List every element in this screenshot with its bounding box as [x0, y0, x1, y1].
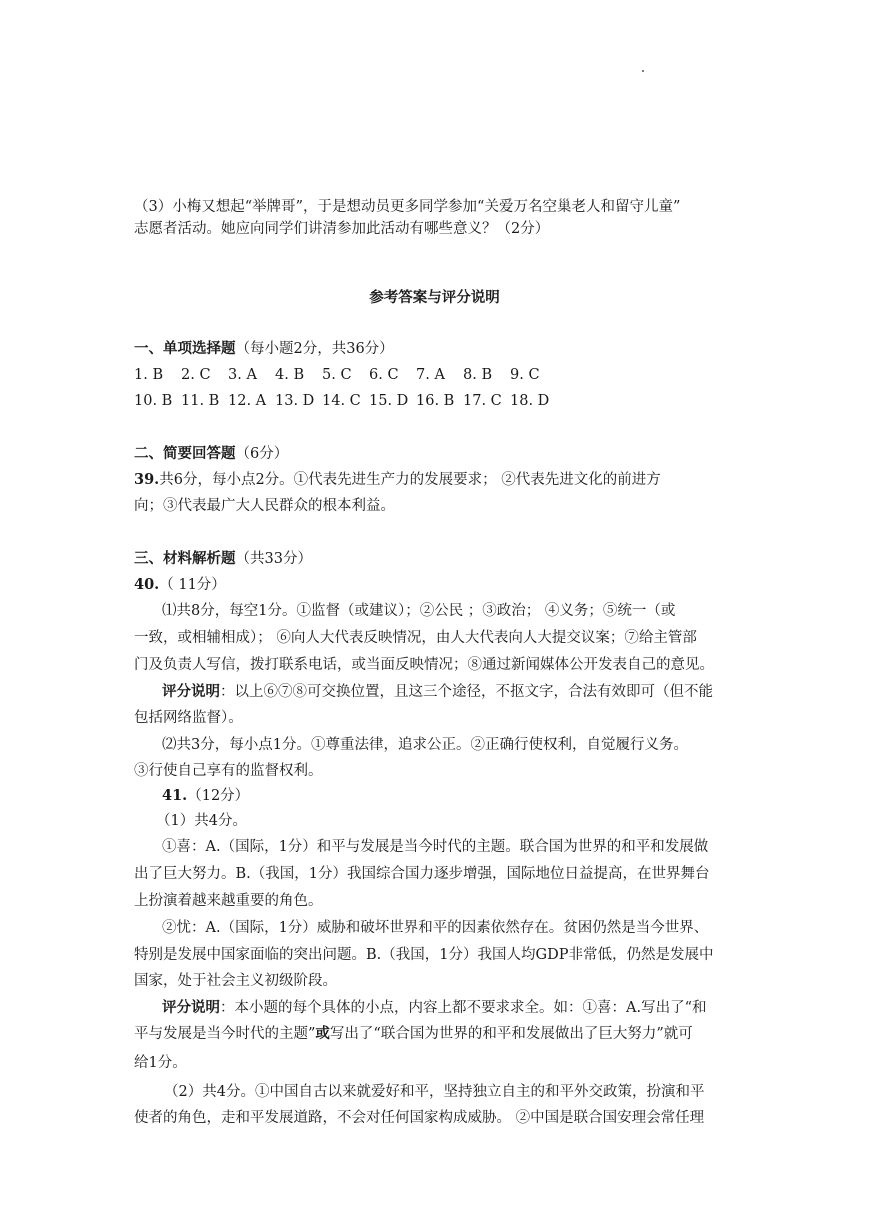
answer-cell: 8. B	[463, 367, 493, 383]
section1-heading: 一、单项选择题	[134, 340, 236, 357]
section2-heading: 二、简要回答题	[134, 445, 236, 462]
q41-part2-line1: （2）共4分。①中国自古以来就爱好和平，坚持独立自主的和平外交政策，扮演和平	[164, 1084, 705, 1100]
q40-part1-line3: 门及负责人写信，拨打联系电话，或当面反映情况；⑧通过新闻媒体公开发表自己的意见。	[134, 657, 714, 673]
section2-heading-line	[134, 443, 288, 465]
section1-answers-row1	[134, 364, 557, 386]
q41-eval-line3: 给1分。	[134, 1055, 187, 1071]
answer-cell: 12. A	[228, 393, 267, 409]
q41-joy-line2: 出了巨大努力。B.（我国，1分）我国综合国力逐步增强，国际地位日益提高，在世界舞台	[134, 866, 710, 882]
question3-line2: 志愿者活动。她应向同学们讲清参加此活动有哪些意义？（2分）	[134, 221, 550, 237]
answer-cell: 11. B	[181, 393, 220, 409]
page-mark	[642, 70, 644, 72]
q41-part2-line2: 使者的角色，走和平发展道路，不会对任何国家构成威胁。 ②中国是联合国安理会常任理	[134, 1110, 705, 1126]
answer-cell: 18. D	[510, 393, 550, 409]
q40-eval-line2: 包括网络监督）。	[134, 710, 243, 726]
answer-cell: 1. B	[134, 367, 164, 383]
section1-answers-row2	[134, 390, 557, 412]
answer-cell: 6. C	[369, 367, 399, 383]
q41-eval-label: 评分说明	[162, 999, 220, 1016]
q41-eval-or: 或	[315, 1025, 330, 1042]
answer-cell: 2. C	[181, 367, 211, 383]
answer-cell: 7. A	[416, 367, 445, 383]
answer-cell: 3. A	[228, 367, 257, 383]
q40-header	[134, 574, 226, 596]
q40-eval-label: 评分说明	[162, 683, 220, 700]
q40-part2-line1: ⑵共3分，每小点1分。①尊重法律，追求公正。②正确行使权利，自觉履行义务。	[162, 737, 688, 753]
q41-eval-line2	[134, 1023, 693, 1045]
q40-part1-line2: 一致，或相辅相成）； ⑥向人大代表反映情况，由人大代表向人大提交议案；⑦给主管部	[134, 630, 697, 646]
q41-eval-text-c: 写出了“联合国为世界的和平和发展做出了巨大努力”就可	[329, 1026, 693, 1042]
section3-heading-line	[134, 548, 312, 570]
q41-joy-line3: 上扮演着越来越重要的角色。	[134, 893, 323, 909]
q39-line2: 向；③代表最广大人民群众的根本利益。	[134, 498, 395, 514]
q41-eval-line1	[162, 997, 707, 1019]
q39-line1	[134, 469, 661, 491]
q41-header	[162, 785, 249, 807]
answer-cell: 4. B	[275, 367, 305, 383]
q39-text: 共6分，每小点2分。①代表先进生产力的发展要求； ②代表先进文化的前进方	[159, 472, 661, 488]
section2-note: （6分）	[235, 446, 289, 462]
q40-eval-text: ：以上⑥⑦⑧可交换位置，且这三个途径，不抠文字，合法有效即可（但不能	[220, 684, 713, 700]
q41-number: 41.	[162, 787, 188, 804]
answer-cell: 10. B	[134, 393, 173, 409]
q41-eval-text-a: 平与发展是当今时代的主题”	[134, 1026, 316, 1042]
q40-part1-line1: ⑴共8分，每空1分。①监督（或建议）；②公民 ；③政治； ④义务；⑤统一（或	[162, 603, 676, 619]
q40-part2-line2: ③行使自己享有的监督权利。	[134, 763, 323, 779]
q40-score: （ 11分）	[159, 577, 226, 593]
answer-cell: 13. D	[275, 393, 315, 409]
section3-note: （共33分）	[235, 551, 312, 567]
q39-number: 39.	[134, 471, 160, 488]
answer-cell: 5. C	[322, 367, 352, 383]
q41-eval-text: ：本小题的每个具体的小点，内容上都不要求求全。如：①喜：A.写出了“和	[220, 1000, 707, 1016]
q41-worry-line1: ②忧：A.（国际，1分）威胁和破坏世界和平的因素依然存在。贫困仍然是当今世界、	[162, 920, 709, 936]
section1-note: （每小题2分，共36分）	[235, 341, 394, 357]
answer-title: 参考答案与评分说明	[369, 289, 500, 306]
answer-cell: 15. D	[369, 393, 409, 409]
question3-line1: （3）小梅又想起“举牌哥”，于是想动员更多同学参加“关爱万名空巢老人和留守儿童”	[134, 199, 681, 215]
q41-joy-line1: ①喜：A.（国际，1分）和平与发展是当今时代的主题。联合国为世界的和平和发展做	[162, 839, 709, 855]
q41-part1-heading: （1）共4分。	[156, 813, 247, 829]
section3-heading: 三、材料解析题	[134, 550, 236, 567]
answer-cell: 14. C	[322, 393, 361, 409]
answer-cell: 16. B	[416, 393, 455, 409]
answer-cell: 9. C	[510, 367, 540, 383]
section1-heading-line	[134, 338, 394, 360]
q41-worry-line2: 特别是发展中国家面临的突出问题。B.（我国，1分）我国人均GDP非常低，仍然是发展中	[134, 947, 714, 963]
q40-number: 40.	[134, 576, 160, 593]
q41-worry-line3: 国家，处于社会主义初级阶段。	[134, 973, 337, 989]
q41-score: （12分）	[187, 788, 250, 804]
answer-cell: 17. C	[463, 393, 502, 409]
q40-eval-line1	[162, 681, 713, 703]
